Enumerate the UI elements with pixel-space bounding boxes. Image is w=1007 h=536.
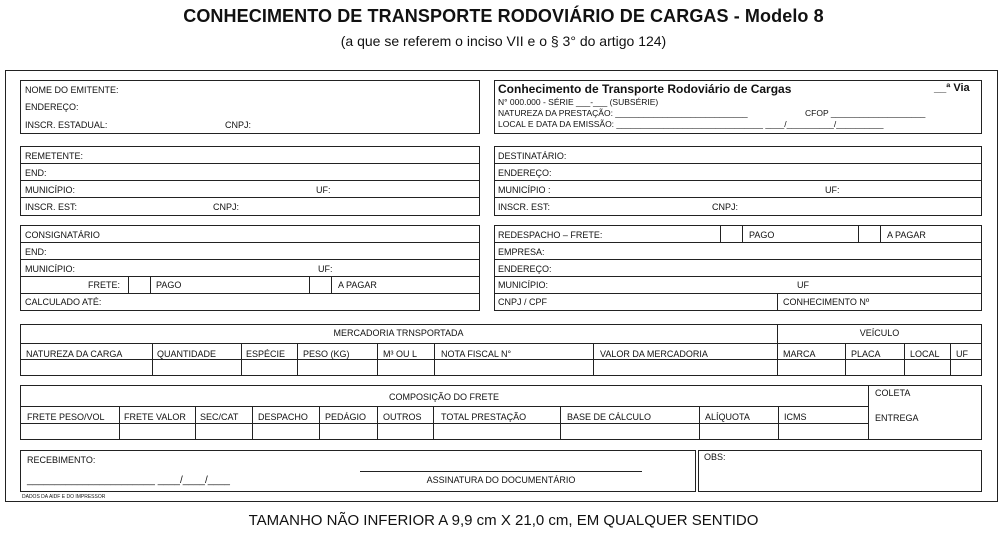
cfop-field: CFOP ____________________ — [805, 108, 926, 118]
frete-apagar-label: A PAGAR — [338, 280, 377, 290]
entrega-label: ENTREGA — [875, 413, 919, 423]
remetente-end-label: END: — [25, 168, 47, 178]
remetente-box — [20, 146, 480, 216]
col-local: LOCAL — [910, 349, 940, 359]
col-peso: PESO (KG) — [303, 349, 350, 359]
coleta-label: COLETA — [875, 388, 911, 398]
emitente-nome-label: NOME DO EMITENTE: — [25, 85, 119, 95]
page-footer: TAMANHO NÃO INFERIOR A 9,9 cm X 21,0 cm, EM QUALQUER SENTIDO — [248, 512, 759, 529]
emitente-endereco-label: ENDEREÇO: — [25, 102, 79, 112]
obs-label: OBS: — [704, 452, 726, 462]
redespacho-frete-label: REDESPACHO – FRETE: — [498, 230, 603, 240]
col-placa: PLACA — [851, 349, 881, 359]
consignatario-uf-label: UF: — [318, 264, 333, 274]
col-marca: MARCA — [783, 349, 816, 359]
redespacho-municipio-label: MUNICÍPIO: — [498, 280, 549, 290]
col-nota-fiscal: NOTA FISCAL N° — [441, 349, 512, 359]
col-uf: UF — [956, 349, 968, 359]
remetente-uf-label: UF: — [316, 185, 331, 195]
redespacho-empresa-label: EMPRESA: — [498, 247, 545, 257]
col-m3-ou-l: M³ OU L — [383, 349, 418, 359]
col-icms: ICMS — [784, 412, 807, 422]
consignatario-end-label: END: — [25, 247, 47, 257]
col-frete-valor: FRETE VALOR — [124, 412, 186, 422]
remetente-municipio-label: MUNICÍPIO: — [25, 185, 76, 195]
col-base-calculo: BASE DE CÁLCULO — [567, 412, 652, 422]
destinatario-endereco-label: ENDEREÇO: — [498, 168, 552, 178]
col-frete-peso-vol: FRETE PESO/VOL — [27, 412, 105, 422]
col-aliquota: ALÍQUOTA — [705, 412, 750, 422]
aidf-impressor-label: DADOS DA AIDF E DO IMPRESSOR — [22, 494, 106, 500]
destinatario-cnpj-label: CNPJ: — [712, 202, 739, 212]
redespacho-cnpj-label: CNPJ / CPF — [498, 297, 548, 307]
obs-box — [698, 450, 982, 492]
remetente-label: REMETENTE: — [25, 151, 84, 161]
natureza-prestacao: NATUREZA DA PRESTAÇÃO: ____________________________ — [498, 108, 748, 118]
document-number: N° 000.000 - SÉRIE ___-___ (SUBSÉRIE) — [498, 97, 659, 107]
document-title: Conhecimento de Transporte Rodoviário de Cargas — [498, 82, 792, 96]
redespacho-apagar-label: A PAGAR — [887, 230, 926, 240]
col-total-prestacao: TOTAL PRESTAÇÃO — [441, 412, 527, 422]
remetente-inscr-label: INSCR. EST: — [25, 202, 78, 212]
redespacho-uf-label: UF — [797, 280, 809, 290]
emitente-inscr-label: INSCR. ESTADUAL: — [25, 120, 108, 130]
destinatario-inscr-label: INSCR. EST: — [498, 202, 551, 212]
col-pedagio: PEDÁGIO — [325, 412, 367, 422]
destinatario-uf-label: UF: — [825, 185, 840, 195]
destinatario-label: DESTINATÁRIO: — [498, 151, 567, 161]
redespacho-endereco-label: ENDEREÇO: — [498, 264, 552, 274]
col-outros: OUTROS — [383, 412, 422, 422]
consignatario-municipio-label: MUNICÍPIO: — [25, 264, 76, 274]
frete-pago-label: PAGO — [156, 280, 182, 290]
redespacho-conhecimento-label: CONHECIMENTO Nº — [783, 297, 870, 307]
mercadoria-title: MERCADORIA TRNSPORTADA — [333, 328, 464, 338]
calculado-ate-label: CALCULADO ATÉ: — [25, 297, 102, 307]
page-title: CONHECIMENTO DE TRANSPORTE RODOVIÁRIO DE CARGAS - Modelo 8 — [183, 6, 824, 26]
remetente-cnpj-label: CNPJ: — [213, 202, 240, 212]
via-label: __ª Via — [934, 82, 970, 94]
page-subtitle: (a que se referem o inciso VII e o § 3° do artigo 124) — [340, 33, 667, 49]
veiculo-title: VEÍCULO — [859, 328, 900, 338]
col-sec-cat: SEC/CAT — [200, 412, 239, 422]
consignatario-label: CONSIGNATÁRIO — [25, 230, 100, 240]
local-data-emissao: LOCAL E DATA DA EMISSÃO: _______________________________ ____/__________/__________ — [498, 119, 884, 129]
col-valor-mercadoria: VALOR DA MERCADORIA — [600, 349, 708, 359]
recebimento-data-line: _______________________ ____/____/____ — [27, 475, 230, 486]
redespacho-pago-label: PAGO — [749, 230, 775, 240]
frete-label: FRETE: — [88, 280, 121, 290]
emitente-cnpj-label: CNPJ: — [225, 120, 252, 130]
col-natureza-carga: NATUREZA DA CARGA — [26, 349, 123, 359]
composicao-frete-title: COMPOSIÇÃO DO FRETE — [388, 392, 499, 402]
col-despacho: DESPACHO — [258, 412, 308, 422]
col-quantidade: QUANTIDADE — [157, 349, 217, 359]
destinatario-municipio-label: MUNICÍPIO : — [498, 185, 551, 195]
col-especie: ESPÉCIE — [246, 349, 286, 359]
recebimento-label: RECEBIMENTO: — [27, 455, 96, 465]
assinatura-label: ASSINATURA DO DOCUMENTÁRIO — [426, 475, 576, 485]
